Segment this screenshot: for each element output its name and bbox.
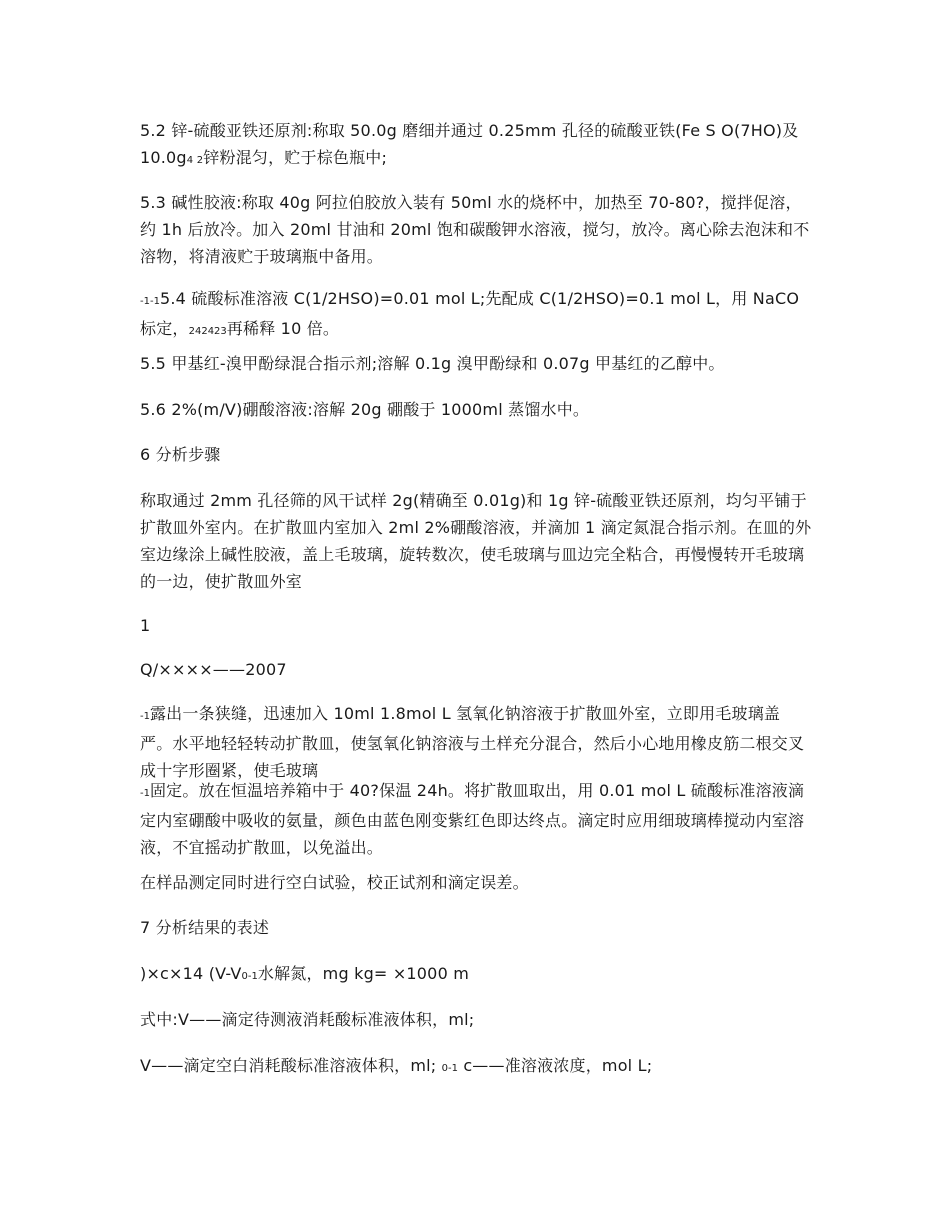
subscript: -1-1 (140, 296, 160, 307)
paragraph-9: 在样品测定同时进行空白试验，校正试剂和滴定误差。 (140, 873, 529, 892)
subscript: 242423 (188, 326, 227, 337)
formula-part-b: 水解氮，mg kg= ×1000 m (257, 964, 470, 983)
subscript: -1 (140, 711, 150, 722)
paragraph-5-2-text: 5.2 锌-硫酸亚铁还原剂:称取 50.0g 磨细并通过 0.25mm 孔径的硫酸亚铁(Fe S O(7HO)及 10.0g (140, 121, 799, 167)
paragraph-5-4-text: 5.4 硫酸标准溶液 C(1/2HSO)=0.01 mol L;先配成 C(1/2HSO)=0.1 mol L，用 NaCO 标定， (140, 289, 800, 338)
subscript: 4 2 (186, 155, 204, 166)
paragraph-5-4-text-b: 再稀释 10 倍。 (226, 319, 340, 338)
paragraph-5-6: 5.6 2%(m/V)硼酸溶液:溶解 20g 硼酸于 1000ml 蒸馏水中。 (140, 400, 590, 419)
formula (140, 960, 812, 990)
paragraph-7-text: 露出一条狭缝，迅速加入 10ml 1.8mol L 氢氧化钠溶液于扩散皿外室，立即用毛玻璃盖严。水平地轻轻转动扩散皿，使氢氧化钠溶液与土样充分混合，然后小心地用橡皮筋二根交叉成十字形圈紧，使毛玻璃 (140, 704, 805, 780)
section-heading-7: 7 分析结果的表述 (140, 918, 270, 937)
paragraph-5-2-tail: 锌粉混匀，贮于棕色瓶中; (203, 148, 388, 167)
definition-c: c——准溶液浓度，mol L; (463, 1056, 653, 1075)
paragraph-7 (140, 700, 812, 784)
paragraph-5-2 (140, 117, 812, 174)
standard-code: Q/××××——2007 (140, 660, 287, 679)
page-number: 1 (140, 616, 151, 635)
subscript: 0-1 (241, 971, 258, 982)
section-heading-6: 6 分析步骤 (140, 445, 221, 464)
paragraph-5-3: 5.3 碱性胶液:称取 40g 阿拉伯胶放入装有 50ml 水的烧杯中，加热至 70-80?，搅拌促溶，约 1h 后放冷。加入 20ml 甘油和 20ml 饱和碳酸钾水溶液，搅匀，放冷。离心除去泡沫和不溶物，将清液贮于玻璃瓶中备用。 (140, 193, 810, 266)
definition-v0-c (140, 1052, 812, 1082)
subscript: 0-1 (441, 1063, 459, 1074)
definition-v0: V——滴定空白消耗酸标准溶液体积，ml; (140, 1056, 437, 1075)
formula-part-a: )×c×14 (V-V (140, 964, 242, 983)
definition-v: 式中:V——滴定待测液消耗酸标准液体积，ml; (140, 1010, 475, 1029)
paragraph-6: 称取通过 2mm 孔径筛的风干试样 2g(精确至 0.01g)和 1g 锌-硫酸亚铁还原剂，均匀平铺于扩散皿外室内。在扩散皿内室加入 2ml 2%硼酸溶液，并滴加 1 滴定氮混合指示剂。在皿的外室边缘涂上碱性胶液，盖上毛玻璃，旋转数次，使毛玻璃与皿边完全粘合，再慢慢转开毛玻璃的一边，使扩散皿外室 (140, 491, 812, 591)
paragraph-5-5: 5.5 甲基红-溴甲酚绿混合指示剂;溶解 0.1g 溴甲酚绿和 0.07g 甲基红的乙醇中。 (140, 354, 725, 373)
paragraph-8-text: 固定。放在恒温培养箱中于 40?保温 24h。将扩散皿取出，用 0.01 mol L 硫酸标准溶液滴定内室硼酸中吸收的氨量，颜色由蓝色刚变紫红色即达终点。滴定时应用细玻璃棒搅动内室溶液，不宜摇动扩散皿，以免溢出。 (140, 781, 805, 857)
paragraph-5-4 (140, 285, 812, 345)
paragraph-8 (140, 777, 812, 861)
subscript: -1 (140, 788, 150, 799)
